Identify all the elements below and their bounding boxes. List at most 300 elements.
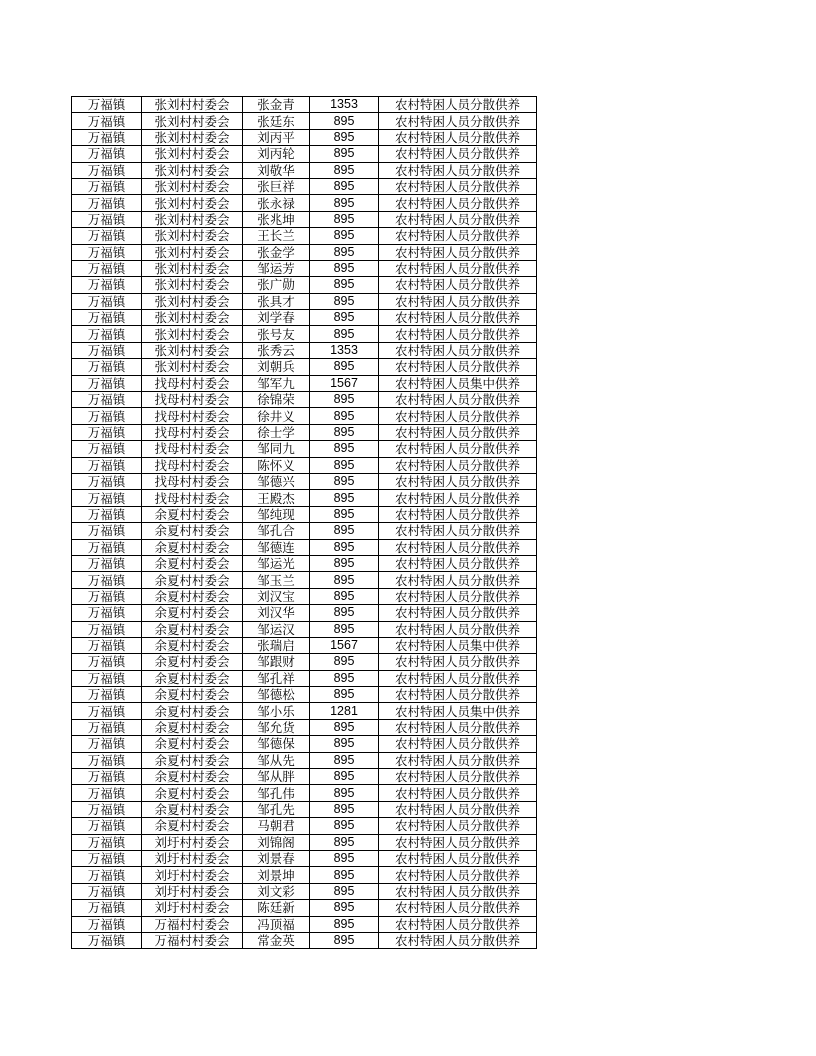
category-cell: 农村特困人员分散供养 — [379, 277, 537, 293]
category-cell: 农村特困人员分散供养 — [379, 670, 537, 686]
amount-cell: 895 — [310, 883, 379, 899]
table-row — [72, 408, 537, 424]
amount-cell: 895 — [310, 441, 379, 457]
category-cell: 农村特困人员分散供养 — [379, 523, 537, 539]
name-cell: 张瑞启 — [243, 637, 310, 653]
village-cell: 找母村村委会 — [142, 408, 243, 424]
name-cell: 张秀云 — [243, 342, 310, 358]
town-cell: 万福镇 — [72, 670, 142, 686]
name-cell: 张金学 — [243, 244, 310, 260]
village-cell: 余夏村村委会 — [142, 523, 243, 539]
name-cell: 邹军九 — [243, 375, 310, 391]
amount-cell: 895 — [310, 752, 379, 768]
village-cell: 找母村村委会 — [142, 473, 243, 489]
table-row — [72, 342, 537, 358]
table-row — [72, 588, 537, 604]
village-cell: 张刘村村委会 — [142, 97, 243, 113]
category-cell: 农村特困人员分散供养 — [379, 654, 537, 670]
village-cell: 刘圩村村委会 — [142, 883, 243, 899]
amount-cell: 895 — [310, 326, 379, 342]
table-row — [72, 867, 537, 883]
amount-cell: 895 — [310, 605, 379, 621]
amount-cell: 895 — [310, 916, 379, 932]
town-cell: 万福镇 — [72, 621, 142, 637]
name-cell: 张广勋 — [243, 277, 310, 293]
amount-cell: 895 — [310, 424, 379, 440]
town-cell: 万福镇 — [72, 392, 142, 408]
village-cell: 刘圩村村委会 — [142, 850, 243, 866]
table-row — [72, 359, 537, 375]
village-cell: 余夏村村委会 — [142, 572, 243, 588]
amount-cell: 895 — [310, 408, 379, 424]
category-cell: 农村特困人员分散供养 — [379, 326, 537, 342]
category-cell: 农村特困人员分散供养 — [379, 883, 537, 899]
category-cell: 农村特困人员分散供养 — [379, 555, 537, 571]
town-cell: 万福镇 — [72, 408, 142, 424]
town-cell: 万福镇 — [72, 375, 142, 391]
name-cell: 邹运芳 — [243, 260, 310, 276]
amount-cell: 895 — [310, 900, 379, 916]
amount-cell: 895 — [310, 211, 379, 227]
table-row — [72, 162, 537, 178]
category-cell: 农村特困人员分散供养 — [379, 113, 537, 129]
name-cell: 张廷东 — [243, 113, 310, 129]
category-cell: 农村特困人员分散供养 — [379, 588, 537, 604]
town-cell: 万福镇 — [72, 572, 142, 588]
town-cell: 万福镇 — [72, 310, 142, 326]
category-cell: 农村特困人员分散供养 — [379, 490, 537, 506]
amount-cell: 895 — [310, 654, 379, 670]
category-cell: 农村特困人员分散供养 — [379, 572, 537, 588]
category-cell: 农村特困人员分散供养 — [379, 932, 537, 948]
category-cell: 农村特困人员分散供养 — [379, 834, 537, 850]
category-cell: 农村特困人员分散供养 — [379, 146, 537, 162]
amount-cell: 1567 — [310, 375, 379, 391]
table-row — [72, 850, 537, 866]
amount-cell: 895 — [310, 473, 379, 489]
village-cell: 万福村村委会 — [142, 916, 243, 932]
village-cell: 张刘村村委会 — [142, 129, 243, 145]
name-cell: 张兆坤 — [243, 211, 310, 227]
category-cell: 农村特困人员分散供养 — [379, 818, 537, 834]
town-cell: 万福镇 — [72, 260, 142, 276]
name-cell: 邹同九 — [243, 441, 310, 457]
table-row — [72, 703, 537, 719]
name-cell: 张号友 — [243, 326, 310, 342]
village-cell: 余夏村村委会 — [142, 703, 243, 719]
village-cell: 余夏村村委会 — [142, 555, 243, 571]
amount-cell: 895 — [310, 490, 379, 506]
name-cell: 刘景春 — [243, 850, 310, 866]
village-cell: 张刘村村委会 — [142, 162, 243, 178]
town-cell: 万福镇 — [72, 883, 142, 899]
category-cell: 农村特困人员分散供养 — [379, 211, 537, 227]
table-row — [72, 752, 537, 768]
category-cell: 农村特困人员分散供养 — [379, 228, 537, 244]
category-cell: 农村特困人员分散供养 — [379, 539, 537, 555]
amount-cell: 895 — [310, 244, 379, 260]
town-cell: 万福镇 — [72, 441, 142, 457]
name-cell: 陈廷新 — [243, 900, 310, 916]
amount-cell: 895 — [310, 195, 379, 211]
town-cell: 万福镇 — [72, 228, 142, 244]
amount-cell: 895 — [310, 293, 379, 309]
category-cell: 农村特困人员分散供养 — [379, 293, 537, 309]
name-cell: 刘汉华 — [243, 605, 310, 621]
table-row — [72, 670, 537, 686]
table-row — [72, 883, 537, 899]
amount-cell: 895 — [310, 572, 379, 588]
name-cell: 张金青 — [243, 97, 310, 113]
name-cell: 邹从胖 — [243, 769, 310, 785]
name-cell: 张具才 — [243, 293, 310, 309]
village-cell: 余夏村村委会 — [142, 637, 243, 653]
table-row — [72, 293, 537, 309]
category-cell: 农村特困人员分散供养 — [379, 260, 537, 276]
village-cell: 张刘村村委会 — [142, 211, 243, 227]
amount-cell: 895 — [310, 359, 379, 375]
name-cell: 陈怀义 — [243, 457, 310, 473]
table-row — [72, 785, 537, 801]
name-cell: 邹小乐 — [243, 703, 310, 719]
name-cell: 邹跟财 — [243, 654, 310, 670]
town-cell: 万福镇 — [72, 244, 142, 260]
village-cell: 余夏村村委会 — [142, 736, 243, 752]
table-row — [72, 424, 537, 440]
village-cell: 张刘村村委会 — [142, 342, 243, 358]
table-row — [72, 932, 537, 948]
town-cell: 万福镇 — [72, 473, 142, 489]
amount-cell: 895 — [310, 801, 379, 817]
village-cell: 余夏村村委会 — [142, 818, 243, 834]
table-body — [72, 97, 537, 949]
village-cell: 余夏村村委会 — [142, 785, 243, 801]
village-cell: 张刘村村委会 — [142, 277, 243, 293]
town-cell: 万福镇 — [72, 801, 142, 817]
village-cell: 余夏村村委会 — [142, 670, 243, 686]
village-cell: 张刘村村委会 — [142, 195, 243, 211]
name-cell: 刘锦阁 — [243, 834, 310, 850]
name-cell: 邹德松 — [243, 687, 310, 703]
town-cell: 万福镇 — [72, 97, 142, 113]
name-cell: 邹运汉 — [243, 621, 310, 637]
village-cell: 张刘村村委会 — [142, 359, 243, 375]
village-cell: 张刘村村委会 — [142, 293, 243, 309]
town-cell: 万福镇 — [72, 113, 142, 129]
table-row — [72, 211, 537, 227]
amount-cell: 895 — [310, 932, 379, 948]
name-cell: 刘汉宝 — [243, 588, 310, 604]
name-cell: 徐井义 — [243, 408, 310, 424]
category-cell: 农村特困人员分散供养 — [379, 129, 537, 145]
category-cell: 农村特困人员分散供养 — [379, 178, 537, 194]
town-cell: 万福镇 — [72, 211, 142, 227]
name-cell: 邹孔伟 — [243, 785, 310, 801]
name-cell: 张永禄 — [243, 195, 310, 211]
table-row — [72, 392, 537, 408]
amount-cell: 895 — [310, 621, 379, 637]
name-cell: 邹孔祥 — [243, 670, 310, 686]
amount-cell: 895 — [310, 867, 379, 883]
table-row — [72, 441, 537, 457]
town-cell: 万福镇 — [72, 932, 142, 948]
table-row — [72, 818, 537, 834]
name-cell: 徐锦荣 — [243, 392, 310, 408]
town-cell: 万福镇 — [72, 129, 142, 145]
amount-cell: 895 — [310, 129, 379, 145]
table-row — [72, 457, 537, 473]
table-row — [72, 736, 537, 752]
amount-cell: 895 — [310, 719, 379, 735]
amount-cell: 895 — [310, 785, 379, 801]
village-cell: 余夏村村委会 — [142, 654, 243, 670]
category-cell: 农村特困人员分散供养 — [379, 195, 537, 211]
village-cell: 张刘村村委会 — [142, 113, 243, 129]
village-cell: 余夏村村委会 — [142, 801, 243, 817]
category-cell: 农村特困人员分散供养 — [379, 687, 537, 703]
category-cell: 农村特困人员分散供养 — [379, 752, 537, 768]
amount-cell: 895 — [310, 555, 379, 571]
town-cell: 万福镇 — [72, 424, 142, 440]
village-cell: 余夏村村委会 — [142, 588, 243, 604]
name-cell: 徐士学 — [243, 424, 310, 440]
village-cell: 找母村村委会 — [142, 375, 243, 391]
category-cell: 农村特困人员集中供养 — [379, 703, 537, 719]
village-cell: 万福村村委会 — [142, 932, 243, 948]
name-cell: 刘学春 — [243, 310, 310, 326]
town-cell: 万福镇 — [72, 555, 142, 571]
amount-cell: 895 — [310, 818, 379, 834]
table-row — [72, 490, 537, 506]
amount-cell: 895 — [310, 834, 379, 850]
amount-cell: 895 — [310, 539, 379, 555]
category-cell: 农村特困人员分散供养 — [379, 457, 537, 473]
category-cell: 农村特困人员分散供养 — [379, 850, 537, 866]
town-cell: 万福镇 — [72, 916, 142, 932]
village-cell: 找母村村委会 — [142, 490, 243, 506]
category-cell: 农村特困人员分散供养 — [379, 342, 537, 358]
category-cell: 农村特困人员分散供养 — [379, 97, 537, 113]
table-row — [72, 277, 537, 293]
category-cell: 农村特困人员分散供养 — [379, 473, 537, 489]
town-cell: 万福镇 — [72, 785, 142, 801]
name-cell: 邹纯现 — [243, 506, 310, 522]
amount-cell: 895 — [310, 310, 379, 326]
name-cell: 刘景坤 — [243, 867, 310, 883]
table-row — [72, 719, 537, 735]
name-cell: 邹允货 — [243, 719, 310, 735]
amount-cell: 895 — [310, 506, 379, 522]
town-cell: 万福镇 — [72, 195, 142, 211]
village-cell: 张刘村村委会 — [142, 326, 243, 342]
village-cell: 余夏村村委会 — [142, 719, 243, 735]
town-cell: 万福镇 — [72, 457, 142, 473]
town-cell: 万福镇 — [72, 326, 142, 342]
town-cell: 万福镇 — [72, 900, 142, 916]
village-cell: 刘圩村村委会 — [142, 834, 243, 850]
table-row — [72, 244, 537, 260]
table-row — [72, 687, 537, 703]
amount-cell: 895 — [310, 736, 379, 752]
village-cell: 找母村村委会 — [142, 392, 243, 408]
town-cell: 万福镇 — [72, 342, 142, 358]
town-cell: 万福镇 — [72, 162, 142, 178]
table-row — [72, 605, 537, 621]
town-cell: 万福镇 — [72, 818, 142, 834]
table-row — [72, 539, 537, 555]
category-cell: 农村特困人员分散供养 — [379, 785, 537, 801]
name-cell: 冯顶福 — [243, 916, 310, 932]
village-cell: 余夏村村委会 — [142, 621, 243, 637]
table-row — [72, 97, 537, 113]
town-cell: 万福镇 — [72, 769, 142, 785]
name-cell: 邹德连 — [243, 539, 310, 555]
table-row — [72, 621, 537, 637]
town-cell: 万福镇 — [72, 850, 142, 866]
town-cell: 万福镇 — [72, 523, 142, 539]
category-cell: 农村特困人员分散供养 — [379, 801, 537, 817]
town-cell: 万福镇 — [72, 605, 142, 621]
category-cell: 农村特困人员分散供养 — [379, 424, 537, 440]
name-cell: 邹从先 — [243, 752, 310, 768]
town-cell: 万福镇 — [72, 654, 142, 670]
table-row — [72, 654, 537, 670]
town-cell: 万福镇 — [72, 687, 142, 703]
name-cell: 张巨祥 — [243, 178, 310, 194]
village-cell: 张刘村村委会 — [142, 260, 243, 276]
village-cell: 刘圩村村委会 — [142, 900, 243, 916]
category-cell: 农村特困人员分散供养 — [379, 441, 537, 457]
village-cell: 张刘村村委会 — [142, 310, 243, 326]
village-cell: 余夏村村委会 — [142, 506, 243, 522]
name-cell: 刘朝兵 — [243, 359, 310, 375]
amount-cell: 895 — [310, 260, 379, 276]
category-cell: 农村特困人员分散供养 — [379, 916, 537, 932]
village-cell: 刘圩村村委会 — [142, 867, 243, 883]
category-cell: 农村特困人员分散供养 — [379, 310, 537, 326]
town-cell: 万福镇 — [72, 490, 142, 506]
village-cell: 余夏村村委会 — [142, 769, 243, 785]
village-cell: 找母村村委会 — [142, 424, 243, 440]
amount-cell: 1353 — [310, 97, 379, 113]
name-cell: 王长兰 — [243, 228, 310, 244]
category-cell: 农村特困人员集中供养 — [379, 637, 537, 653]
category-cell: 农村特困人员分散供养 — [379, 736, 537, 752]
table-row — [72, 900, 537, 916]
name-cell: 刘文彩 — [243, 883, 310, 899]
town-cell: 万福镇 — [72, 359, 142, 375]
town-cell: 万福镇 — [72, 752, 142, 768]
amount-cell: 1567 — [310, 637, 379, 653]
town-cell: 万福镇 — [72, 293, 142, 309]
name-cell: 邹德保 — [243, 736, 310, 752]
table-row — [72, 506, 537, 522]
category-cell: 农村特困人员分散供养 — [379, 506, 537, 522]
table-row — [72, 113, 537, 129]
name-cell: 王殿杰 — [243, 490, 310, 506]
village-cell: 余夏村村委会 — [142, 687, 243, 703]
table-row — [72, 146, 537, 162]
amount-cell: 895 — [310, 670, 379, 686]
category-cell: 农村特困人员分散供养 — [379, 392, 537, 408]
amount-cell: 895 — [310, 850, 379, 866]
table-row — [72, 375, 537, 391]
village-cell: 找母村村委会 — [142, 457, 243, 473]
table-row — [72, 801, 537, 817]
village-cell: 张刘村村委会 — [142, 178, 243, 194]
name-cell: 邹德兴 — [243, 473, 310, 489]
table-row — [72, 916, 537, 932]
category-cell: 农村特困人员分散供养 — [379, 359, 537, 375]
town-cell: 万福镇 — [72, 736, 142, 752]
table-row — [72, 310, 537, 326]
table-row — [72, 834, 537, 850]
town-cell: 万福镇 — [72, 146, 142, 162]
town-cell: 万福镇 — [72, 637, 142, 653]
amount-cell: 1281 — [310, 703, 379, 719]
category-cell: 农村特困人员分散供养 — [379, 162, 537, 178]
village-cell: 找母村村委会 — [142, 441, 243, 457]
name-cell: 刘敬华 — [243, 162, 310, 178]
name-cell: 邹孔合 — [243, 523, 310, 539]
table-row — [72, 129, 537, 145]
table-row — [72, 228, 537, 244]
amount-cell: 895 — [310, 588, 379, 604]
table-row — [72, 473, 537, 489]
town-cell: 万福镇 — [72, 834, 142, 850]
category-cell: 农村特困人员分散供养 — [379, 867, 537, 883]
amount-cell: 895 — [310, 457, 379, 473]
category-cell: 农村特困人员分散供养 — [379, 621, 537, 637]
table-row — [72, 260, 537, 276]
amount-cell: 895 — [310, 228, 379, 244]
name-cell: 马朝君 — [243, 818, 310, 834]
village-cell: 余夏村村委会 — [142, 752, 243, 768]
name-cell: 常金英 — [243, 932, 310, 948]
amount-cell: 895 — [310, 146, 379, 162]
amount-cell: 895 — [310, 277, 379, 293]
town-cell: 万福镇 — [72, 719, 142, 735]
table-row — [72, 572, 537, 588]
category-cell: 农村特困人员集中供养 — [379, 375, 537, 391]
name-cell: 刘丙轮 — [243, 146, 310, 162]
amount-cell: 895 — [310, 162, 379, 178]
village-cell: 张刘村村委会 — [142, 244, 243, 260]
category-cell: 农村特困人员分散供养 — [379, 769, 537, 785]
town-cell: 万福镇 — [72, 867, 142, 883]
table-row — [72, 523, 537, 539]
amount-cell: 895 — [310, 687, 379, 703]
table-row — [72, 326, 537, 342]
category-cell: 农村特困人员分散供养 — [379, 605, 537, 621]
name-cell: 邹运光 — [243, 555, 310, 571]
town-cell: 万福镇 — [72, 178, 142, 194]
name-cell: 刘丙平 — [243, 129, 310, 145]
village-cell: 张刘村村委会 — [142, 146, 243, 162]
category-cell: 农村特困人员分散供养 — [379, 408, 537, 424]
town-cell: 万福镇 — [72, 588, 142, 604]
table-row — [72, 178, 537, 194]
table-row — [72, 555, 537, 571]
relief-roster-table — [71, 96, 537, 949]
amount-cell: 1353 — [310, 342, 379, 358]
village-cell: 张刘村村委会 — [142, 228, 243, 244]
amount-cell: 895 — [310, 178, 379, 194]
town-cell: 万福镇 — [72, 539, 142, 555]
town-cell: 万福镇 — [72, 703, 142, 719]
table-row — [72, 195, 537, 211]
name-cell: 邹孔先 — [243, 801, 310, 817]
